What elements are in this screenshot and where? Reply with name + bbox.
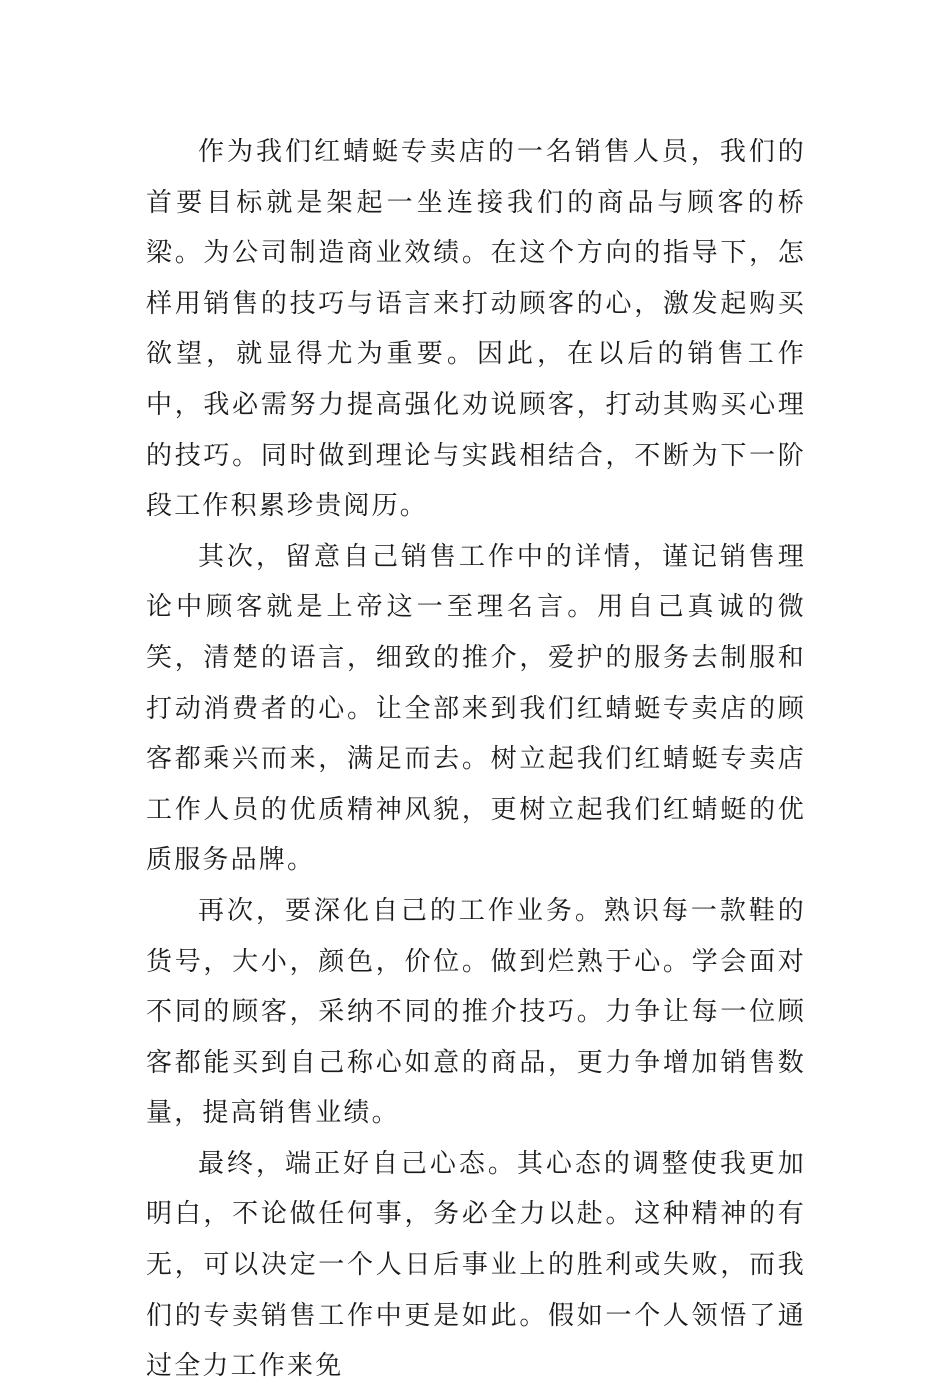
document-body bbox=[146, 127, 806, 1392]
paragraph-attitude: 最终，端正好自己心态。其心态的调整使我更加明白，不论做任何事，务必全力以赴。这种精神的有无，可以决定一个人日后事业上的胜利或失败，而我们的专卖销售工作中更是如此。假如一个人领悟了通过全力工作来免 bbox=[146, 1148, 806, 1382]
paragraph-product-knowledge: 再次，要深化自己的工作业务。熟识每一款鞋的货号，大小，颜色，价位。做到烂熟于心。学会面对不同的顾客，采纳不同的推介技巧。力争让每一位顾客都能买到自己称心如意的商品，更力争增加销售数量，提高销售业绩。 bbox=[146, 895, 806, 1129]
paragraph-customer-service: 其次，留意自己销售工作中的详情，谨记销售理论中顾客就是上帝这一至理名言。用自己真诚的微笑，清楚的语言，细致的推介，爱护的服务去制服和打动消费者的心。让全部来到我们红蜻蜓专卖店的顾客都乘兴而来，满足而去。树立起我们红蜻蜓专卖店工作人员的优质精神风貌，更树立起我们红蜻蜓的优质服务品牌。 bbox=[146, 541, 806, 876]
paragraph-sales-goal: 作为我们红蜻蜓专卖店的一名销售人员，我们的首要目标就是架起一坐连接我们的商品与顾客的桥梁。为公司制造商业效绩。在这个方向的指导下，怎样用销售的技巧与语言来打动顾客的心，激发起购买欲望，就显得尤为重要。因此，在以后的销售工作中，我必需努力提高强化劝说顾客，打动其购买心理的技巧。同时做到理论与实践相结合，不断为下一阶段工作积累珍贵阅历。 bbox=[146, 137, 806, 522]
